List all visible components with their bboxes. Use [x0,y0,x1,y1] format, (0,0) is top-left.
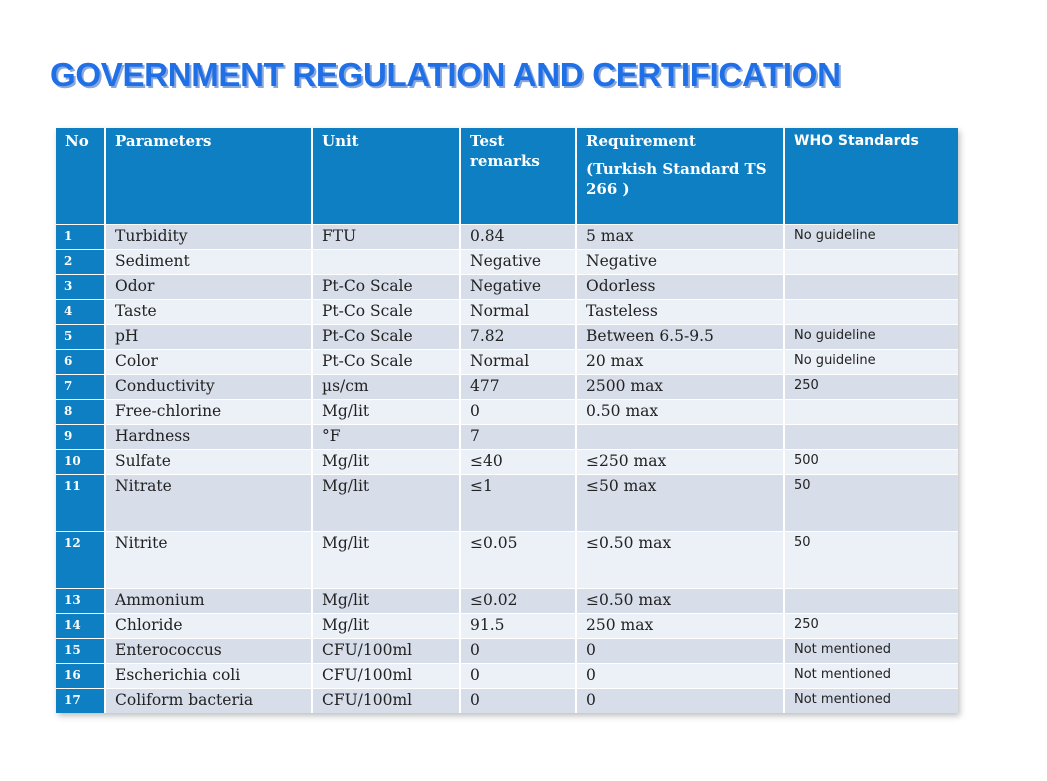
table-row [56,689,958,714]
cell-parameter: Coliform bacteria [105,689,312,714]
cell-no: 2 [56,250,105,275]
table-row [56,225,958,250]
cell-no: 11 [56,475,105,532]
table-row [56,450,958,475]
table-row [56,250,958,275]
cell-who-standard: 250 [784,614,958,639]
cell-test-remarks: Negative [460,250,576,275]
table-row [56,375,958,400]
cell-unit: Pt-Co Scale [312,350,460,375]
cell-test-remarks: ≤40 [460,450,576,475]
cell-no: 1 [56,225,105,250]
cell-requirement: Odorless [576,275,784,300]
cell-parameter: Enterococcus [105,639,312,664]
cell-unit: Pt-Co Scale [312,275,460,300]
cell-requirement [576,425,784,450]
cell-test-remarks: 0 [460,400,576,425]
table-row [56,532,958,589]
cell-unit: Mg/lit [312,532,460,589]
cell-parameter: Conductivity [105,375,312,400]
cell-test-remarks: Normal [460,350,576,375]
header-row [56,128,958,225]
cell-no: 15 [56,639,105,664]
page-title: GOVERNMENT REGULATION AND CERTIFICATION [50,56,841,93]
cell-requirement: Tasteless [576,300,784,325]
cell-parameter: Ammonium [105,589,312,614]
cell-requirement: ≤250 max [576,450,784,475]
table-row [56,614,958,639]
table-row [56,589,958,614]
cell-requirement: 0 [576,639,784,664]
table-row [56,475,958,532]
cell-no: 3 [56,275,105,300]
cell-unit: µs/cm [312,375,460,400]
cell-parameter: Odor [105,275,312,300]
cell-no: 17 [56,689,105,714]
cell-no: 7 [56,375,105,400]
cell-who-standard: Not mentioned [784,639,958,664]
cell-parameter: Hardness [105,425,312,450]
cell-unit: FTU [312,225,460,250]
cell-requirement: 0 [576,689,784,714]
cell-test-remarks: Negative [460,275,576,300]
cell-unit: Pt-Co Scale [312,300,460,325]
cell-test-remarks: ≤1 [460,475,576,532]
cell-no: 12 [56,532,105,589]
table-row [56,275,958,300]
cell-unit: CFU/100ml [312,689,460,714]
table-row [56,664,958,689]
cell-who-standard [784,425,958,450]
cell-test-remarks: 0 [460,639,576,664]
header-unit: Unit [312,128,460,225]
cell-parameter: Free-chlorine [105,400,312,425]
cell-no: 5 [56,325,105,350]
header-requirement-sub: (Turkish Standard TS 266 ) [586,160,767,198]
cell-unit [312,250,460,275]
header-no: No [56,128,105,225]
cell-parameter: Chloride [105,614,312,639]
cell-no: 10 [56,450,105,475]
cell-requirement: Between 6.5-9.5 [576,325,784,350]
cell-unit: Pt-Co Scale [312,325,460,350]
table-row [56,300,958,325]
cell-requirement: 0 [576,664,784,689]
cell-requirement: 20 max [576,350,784,375]
cell-requirement: ≤0.50 max [576,589,784,614]
table-row [56,325,958,350]
cell-test-remarks: Normal [460,300,576,325]
cell-requirement: Negative [576,250,784,275]
cell-no: 9 [56,425,105,450]
cell-who-standard: 50 [784,475,958,532]
table-body [56,225,958,714]
cell-who-standard [784,300,958,325]
cell-who-standard: 50 [784,532,958,589]
header-test-remarks: Test remarks [460,128,576,225]
cell-requirement: 2500 max [576,375,784,400]
header-who-standards: WHO Standards [784,128,958,225]
cell-who-standard [784,589,958,614]
cell-unit: Mg/lit [312,614,460,639]
cell-parameter: Sediment [105,250,312,275]
cell-requirement: 5 max [576,225,784,250]
cell-who-standard [784,400,958,425]
cell-who-standard: 250 [784,375,958,400]
table-row [56,350,958,375]
cell-test-remarks: 91.5 [460,614,576,639]
header-parameters: Parameters [105,128,312,225]
cell-requirement: ≤0.50 max [576,532,784,589]
cell-test-remarks: 0 [460,689,576,714]
cell-unit: Mg/lit [312,589,460,614]
cell-no: 6 [56,350,105,375]
cell-who-standard: Not mentioned [784,689,958,714]
cell-unit: °F [312,425,460,450]
cell-test-remarks: 0.84 [460,225,576,250]
cell-test-remarks: 7 [460,425,576,450]
cell-parameter: Nitrite [105,532,312,589]
cell-who-standard [784,275,958,300]
cell-unit: CFU/100ml [312,664,460,689]
cell-test-remarks: 477 [460,375,576,400]
cell-no: 8 [56,400,105,425]
cell-no: 16 [56,664,105,689]
cell-unit: Mg/lit [312,450,460,475]
cell-who-standard: No guideline [784,350,958,375]
cell-requirement: 250 max [576,614,784,639]
cell-test-remarks: ≤0.02 [460,589,576,614]
cell-no: 13 [56,589,105,614]
cell-parameter: Turbidity [105,225,312,250]
cell-test-remarks: ≤0.05 [460,532,576,589]
table-row [56,425,958,450]
cell-unit: CFU/100ml [312,639,460,664]
cell-parameter: pH [105,325,312,350]
table-row [56,639,958,664]
cell-unit: Mg/lit [312,475,460,532]
regulation-table-container [56,128,958,713]
cell-parameter: Taste [105,300,312,325]
header-requirement-label: Requirement [586,132,696,150]
cell-parameter: Sulfate [105,450,312,475]
cell-unit: Mg/lit [312,400,460,425]
cell-who-standard: No guideline [784,325,958,350]
cell-who-standard: 500 [784,450,958,475]
cell-requirement: 0.50 max [576,400,784,425]
cell-who-standard: No guideline [784,225,958,250]
cell-parameter: Color [105,350,312,375]
cell-no: 4 [56,300,105,325]
cell-parameter: Escherichia coli [105,664,312,689]
regulation-table [56,128,958,713]
table-header [56,128,958,225]
cell-requirement: ≤50 max [576,475,784,532]
cell-who-standard [784,250,958,275]
cell-who-standard: Not mentioned [784,664,958,689]
cell-test-remarks: 7.82 [460,325,576,350]
header-requirement [576,128,784,225]
cell-test-remarks: 0 [460,664,576,689]
table-row [56,400,958,425]
cell-parameter: Nitrate [105,475,312,532]
cell-no: 14 [56,614,105,639]
